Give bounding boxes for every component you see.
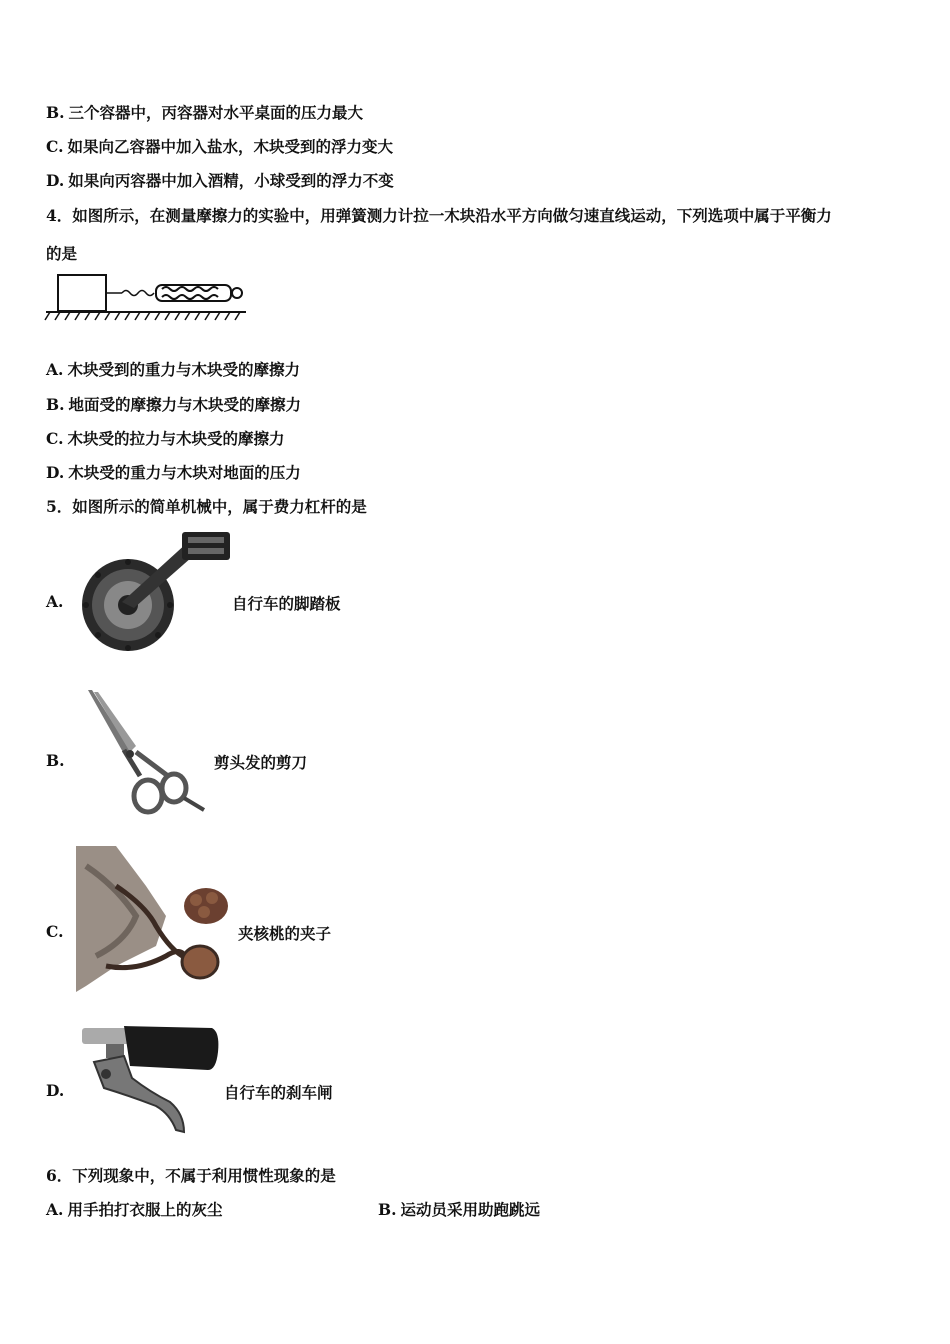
- q3-option-b: [46, 101, 363, 123]
- q6-option-b: [378, 1198, 540, 1220]
- q4-option-c: [46, 427, 284, 449]
- option-label: D.: [46, 171, 65, 190]
- option-text: 如果向乙容器中加入盐水，木块受到的浮力变大: [67, 137, 393, 156]
- friction-experiment-figure: [44, 268, 248, 324]
- option-label: A.: [46, 1200, 64, 1219]
- option-text: 三个容器中，丙容器对水平桌面的压力最大: [68, 103, 364, 122]
- option-label: C.: [46, 429, 64, 448]
- q5-option-a-caption: 自行车的脚踏板: [232, 594, 341, 613]
- wood-block: [58, 275, 106, 311]
- q5-option-c-label: C.: [46, 922, 64, 941]
- q4-stem-line2: 的是: [46, 244, 78, 263]
- option-text: 如果向丙容器中加入酒精，小球受到的浮力不变: [68, 171, 394, 190]
- spring-scale: [156, 285, 242, 301]
- option-text: 用手拍打衣服上的灰尘: [67, 1200, 223, 1219]
- q5-option-d-caption: 自行车的刹车闸: [224, 1083, 333, 1102]
- option-label: B.: [46, 103, 65, 122]
- option-label: B.: [378, 1200, 397, 1219]
- option-text: 木块受的重力与木块对地面的压力: [68, 463, 301, 482]
- q5-option-d-label: D.: [46, 1081, 65, 1100]
- q5-option-b-label: B.: [46, 751, 65, 770]
- option-label: B.: [46, 395, 65, 414]
- bicycle-pedal-image: [78, 530, 236, 660]
- option-label: A.: [46, 360, 64, 379]
- option-text: 运动员采用助跑跳远: [400, 1200, 541, 1219]
- q5-option-b-caption: 剪头发的剪刀: [214, 753, 308, 772]
- q4-stem-line1: 4．如图所示，在测量摩擦力的实验中，用弹簧测力计拉一木块沿水平方向做匀速直线运动，下列选项中属于平衡力: [46, 206, 832, 225]
- option-text: 木块受的拉力与木块受的摩擦力: [67, 429, 285, 448]
- q5-option-a-label: A.: [46, 592, 64, 611]
- q6-option-a: [46, 1198, 222, 1220]
- q4-option-a: [46, 358, 300, 380]
- q4-option-b: [46, 393, 301, 415]
- option-text: 地面受的摩擦力与木块受的摩擦力: [68, 395, 302, 414]
- q3-option-d: [46, 169, 394, 191]
- option-label: C.: [46, 137, 64, 156]
- q6-stem: 6．下列现象中，不属于利用惯性现象的是: [46, 1166, 336, 1185]
- q4-option-d: [46, 461, 301, 483]
- option-label: D.: [46, 463, 65, 482]
- hair-scissors-image: [84, 688, 208, 824]
- q5-stem: 5．如图所示的简单机械中，属于费力杠杆的是: [46, 497, 367, 516]
- q5-option-c-caption: 夹核桃的夹子: [238, 924, 332, 943]
- q3-option-c: [46, 135, 393, 157]
- option-text: 木块受到的重力与木块受的摩擦力: [67, 360, 300, 379]
- nutcracker-image: [76, 846, 236, 992]
- brake-lever-image: [80, 1022, 222, 1134]
